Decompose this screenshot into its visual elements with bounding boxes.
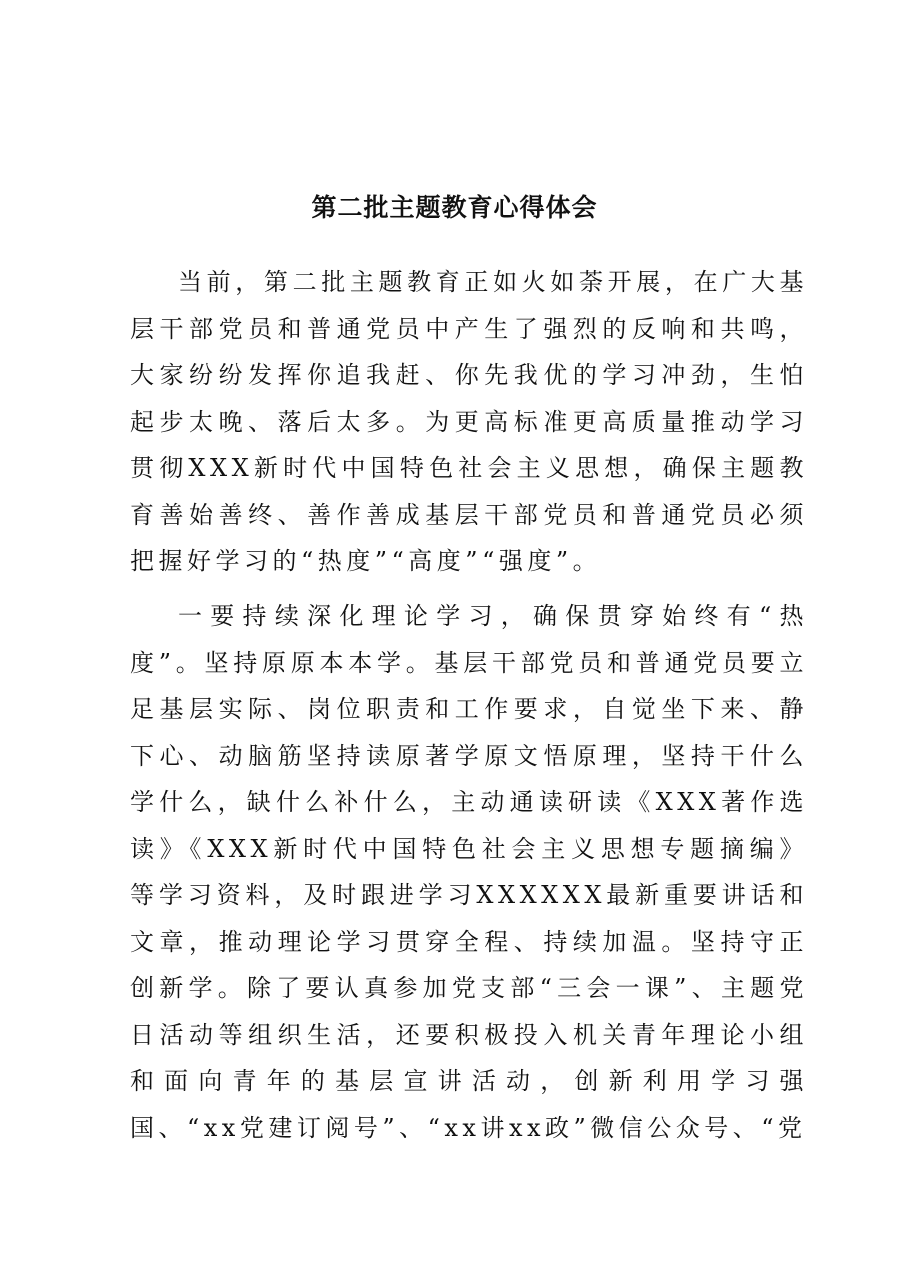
paragraph-intro: 当前，第二批主题教育正如火如荼开展，在广大基层干部党员和普通党员中产生了强烈的反响和共鸣，大家纷纷发挥你追我赶、你先我优的学习冲劲，生怕起步太晚、落后太多。为更高标准更高质量推动学习贯彻XXX新时代中国特色社会主义思想，确保主题教育善始善终、善作善成基层干部党员和普通党员必须把握好学习的“热度”“高度”“强度”。 xyxy=(130,268,808,575)
paragraph-theory-study: 一要持续深化理论学习，确保贯穿始终有“热度”。坚持原原本本学。基层干部党员和普通党员要立足基层实际、岗位职责和工作要求，自觉坐下来、静下心、动脑筋坚持读原著学原文悟原理，坚持干什么学什么，缺什么补什么，主动通读研读《XXX著作选读》《XXX新时代中国特色社会主义思想专题摘编》等学习资料，及时跟进学习XXXXXX最新重要讲话和文章，推动理论学习贯穿全程、持续加温。坚持守正创新学。除了要认真参加党支部“三会一课”、主题党日活动等组织生活，还要积极投入机关青年理论小组和面向青年的基层宣讲活动，创新利用学习强国、“xx党建订阅号”、“xx讲xx政”微信公众号、“党 xyxy=(130,602,808,1142)
document-title: 第二批主题教育心得体会 xyxy=(311,193,598,222)
